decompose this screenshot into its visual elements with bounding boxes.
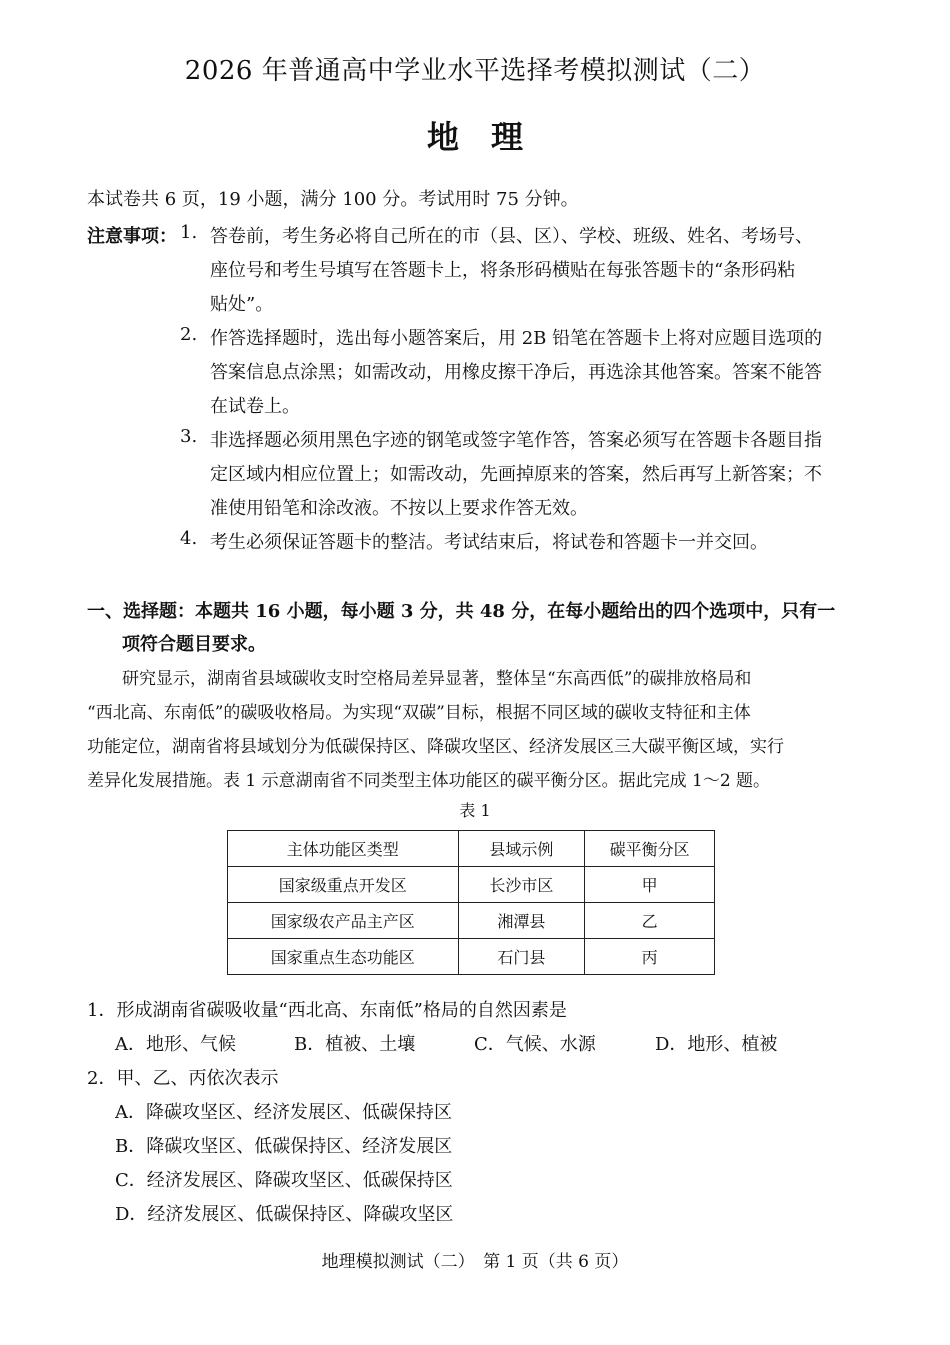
note-line: 考生必须保证答题卡的整洁。考试结束后，将试卷和答题卡一并交回。: [210, 532, 768, 553]
passage-line: 研究显示，湖南省县域碳收支时空格局差异显著，整体呈“东高西低”的碳排放格局和: [122, 669, 752, 689]
table-row: [228, 939, 715, 975]
question-option: C．经济发展区、降碳攻坚区、低碳保持区: [115, 1170, 453, 1191]
passage-line: 差异化发展措施。表 1 示意湖南省不同类型主体功能区的碳平衡分区。据此完成 1～2 题。: [87, 771, 771, 791]
note-line: 在试卷上。: [210, 396, 300, 417]
table-cell: 石门县: [458, 939, 585, 975]
note-line: 准使用铅笔和涂改液。不按以上要求作答无效。: [210, 498, 588, 519]
notes-label: 注意事项：: [87, 226, 177, 247]
table-cell: 丙: [585, 939, 715, 975]
section-heading: 一、选择题：本题共 16 小题，每小题 3 分，共 48 分，在每小题给出的四个选项中，只有一: [87, 601, 836, 622]
question-option: C．气候、水源: [474, 1034, 596, 1055]
page-footer: 地理模拟测试（二） 第 1 页（共 6 页）: [321, 1252, 629, 1272]
question-stem: 2．甲、乙、丙依次表示: [87, 1068, 279, 1089]
passage-line: “西北高、东南低”的碳吸收格局。为实现“双碳”目标，根据不同区域的碳收支特征和主体: [87, 703, 751, 723]
table-cell: 甲: [585, 867, 715, 903]
note-line: 答卷前，考生务必将自己所在的市（县、区）、学校、班级、姓名、考场号、: [210, 226, 813, 247]
question-option: A．降碳攻坚区、经济发展区、低碳保持区: [115, 1102, 452, 1123]
table-header-cell: 碳平衡分区: [585, 831, 715, 867]
section-heading-cont: 项符合题目要求。: [122, 634, 266, 655]
exam-intro: 本试卷共 6 页，19 小题，满分 100 分。考试用时 75 分钟。: [87, 189, 579, 210]
table-cell: 乙: [585, 903, 715, 939]
table-cell: 国家级重点开发区: [228, 867, 459, 903]
table-row: [228, 867, 715, 903]
note-line: 座位号和考生号填写在答题卡上，将条形码横贴在每张答题卡的“条形码粘: [210, 260, 796, 281]
question-stem: 1．形成湖南省碳吸收量“西北高、东南低”格局的自然因素是: [87, 1000, 567, 1021]
table-row: [228, 903, 715, 939]
carbon-balance-table: [227, 830, 715, 975]
table-cell: 湘潭县: [458, 903, 585, 939]
question-option: D．经济发展区、低碳保持区、降碳攻坚区: [115, 1204, 454, 1225]
note-line: 作答选择题时，选出每小题答案后，用 2B 铅笔在答题卡上将对应题目选项的: [210, 328, 823, 349]
passage-line: 功能定位，湖南省将县域划分为低碳保持区、降碳攻坚区、经济发展区三大碳平衡区域，实行: [87, 737, 784, 757]
table-header-row: [228, 831, 715, 867]
table-header-cell: 县域示例: [458, 831, 585, 867]
table-header-cell: 主体功能区类型: [228, 831, 459, 867]
question-option: D．地形、植被: [655, 1034, 778, 1055]
note-number: 3.: [180, 426, 198, 447]
table-caption: 表 1: [459, 801, 491, 820]
note-number: 4.: [180, 528, 198, 549]
note-line: 定区域内相应位置上；如需改动，先画掉原来的答案，然后再写上新答案；不: [210, 464, 822, 485]
note-number: 1.: [180, 222, 198, 243]
question-option: A．地形、气候: [115, 1034, 236, 1055]
note-line: 非选择题必须用黑色字迹的钢笔或签字笔作答，答案必须写在答题卡各题目指: [210, 430, 822, 451]
note-line: 答案信息点涂黑；如需改动，用橡皮擦干净后，再选涂其他答案。答案不能答: [210, 362, 822, 383]
table-cell: 国家重点生态功能区: [228, 939, 459, 975]
exam-title: 2026 年普通高中学业水平选择考模拟测试（二）: [184, 56, 766, 86]
table-cell: 国家级农产品主产区: [228, 903, 459, 939]
table-cell: 长沙市区: [458, 867, 585, 903]
question-option: B．植被、土壤: [294, 1034, 416, 1055]
subject-heading: 地 理: [426, 118, 523, 156]
question-option: B．降碳攻坚区、低碳保持区、经济发展区: [115, 1136, 453, 1157]
note-line: 贴处”。: [210, 294, 274, 315]
note-number: 2.: [180, 324, 198, 345]
